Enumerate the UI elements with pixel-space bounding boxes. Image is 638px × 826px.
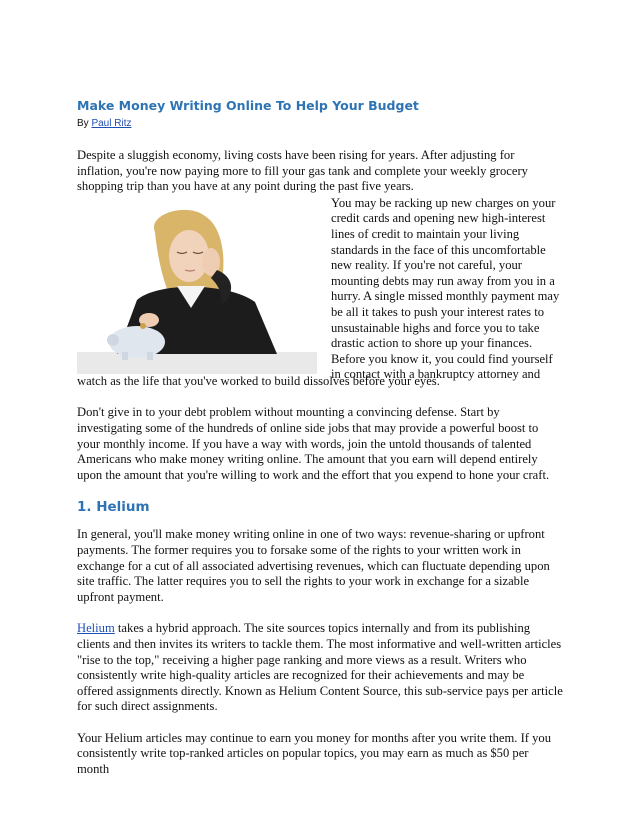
section-heading-helium: 1. Helium <box>77 499 150 516</box>
article-title: Make Money Writing Online To Help Your Budget <box>77 98 419 113</box>
wrap-paragraph: You may be racking up new charges on your credit cards and opening new high-interest lines of credit to maintain your living standards in the face of this uncomfortable new reality. If you're not careful, your mounting debts may run away from you in a hurry. A single missed monthly payment may be all it takes to push your interest rates to unsustainable highs and force you to take drastic action to shore up your finances. Before you know it, you could find yourself in contact with a bankruptcy attorney and <box>331 195 560 382</box>
document-page <box>77 98 563 794</box>
wrap-paragraph-tail: watch as the life that you've worked to build dissolves before your eyes. <box>77 373 440 388</box>
intro-paragraph: Despite a sluggish economy, living costs have been rising for years. After adjusting for inflation, you're now paying more to fill your gas tank and complete your weekly grocery shopping trip than you have at any point during the past five years. <box>77 148 528 194</box>
debt-paragraph: Don't give in to your debt problem without mounting a convincing defense. Start by investigating some of the hundreds of online side jobs that may provide a powerful boost to your monthly income. If you have a way with words, join the untold thousands of talented Americans who make money writing online. The amount that you earn will depend entirely upon the amount that you're willing to work and the effort that you expend to hone your craft. <box>77 405 550 482</box>
helium-paragraph-text: takes a hybrid approach. The site sources topics internally and from its publishing clients and then invites its writers to tackle them. The most informative and well-written articles "rise to the top," receiving a higher page ranking and more views as a result. Writers who consistently write high-quality articles are recognized for their achievements and may be offered assignments directly. Known as Helium Content Source, this sub-service pays per article for such direct assignments. <box>77 621 563 714</box>
byline <box>77 118 563 130</box>
woman-piggy-bank-photo <box>77 204 317 374</box>
author-link[interactable]: Paul Ritz <box>91 118 132 129</box>
helium-link[interactable]: Helium <box>77 621 115 636</box>
earnings-paragraph: Your Helium articles may continue to earn you money for months after you write them. If you consistently write top-ranked articles on popular topics, you may earn as much as $50 per month <box>77 730 552 777</box>
general-paragraph: In general, you'll make money writing online in one of two ways: revenue-sharing or upfront payments. The former requires you to forsake some of the rights to your written work in exchange for a cut of all associated advertising revenues, which can fluctuate depending upon site traffic. The latter requires you to sell the rights to your work in exchange for a sizable upfront payment. <box>77 527 550 604</box>
helium-paragraph <box>77 621 563 715</box>
byline-prefix: By <box>77 118 92 129</box>
